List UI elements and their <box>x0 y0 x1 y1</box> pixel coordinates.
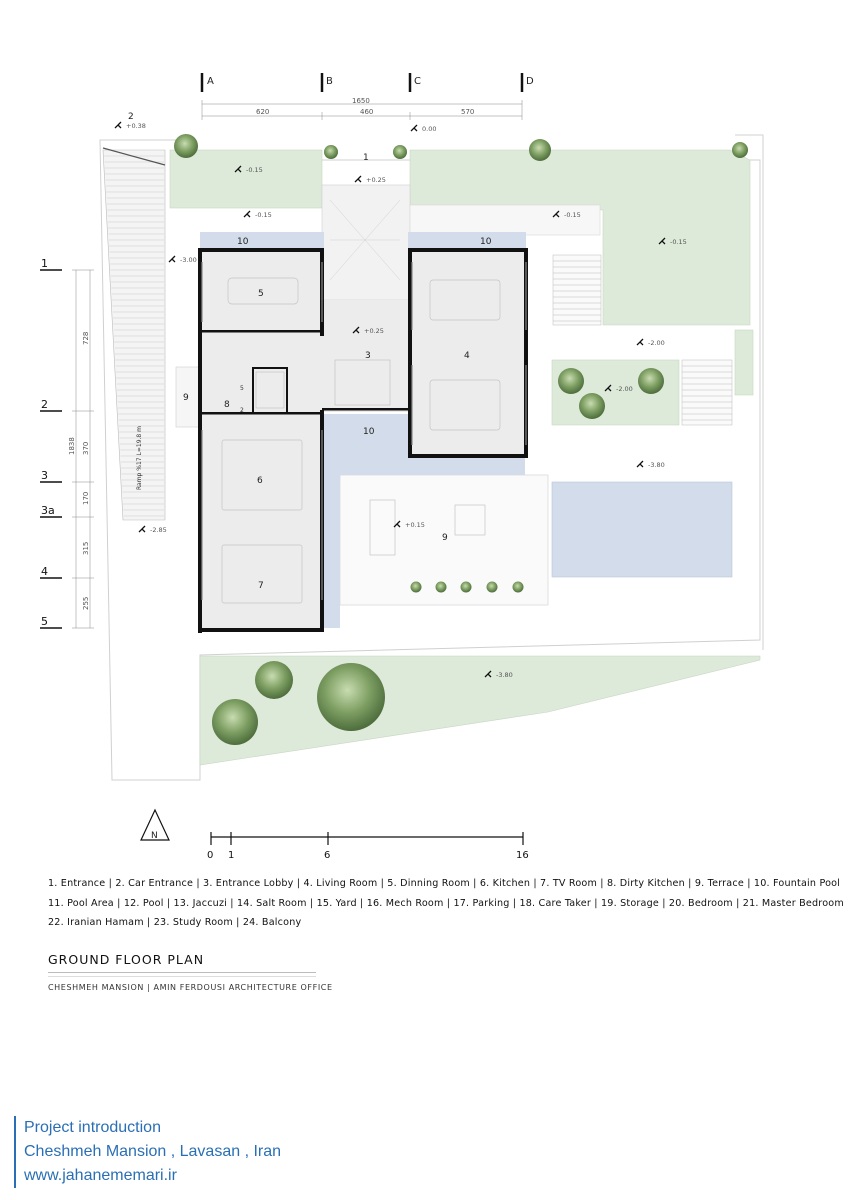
level-marker-icon <box>169 256 175 262</box>
terrace-east <box>410 205 600 235</box>
bay-dimension-bc: 460 <box>360 108 374 116</box>
level-car-ramp-top: +0.38 <box>126 122 146 130</box>
row-label-4: 4 <box>41 565 48 578</box>
level-terrace: +0.15 <box>405 521 425 529</box>
level-garden-west: -0.15 <box>246 166 263 174</box>
garden-northwest <box>170 150 322 208</box>
tree-icon <box>529 139 551 161</box>
level-entrance: 0.00 <box>422 125 437 133</box>
room-number-pool-center: 10 <box>363 427 375 437</box>
room-number-living: 4 <box>464 351 470 361</box>
room-number-pool-ne: 10 <box>480 237 492 247</box>
planter-shrub-icon <box>411 582 422 593</box>
vertical-dim-255: 255 <box>82 596 90 610</box>
level-pool-area: -3.80 <box>648 461 665 469</box>
level-marker-icon <box>139 526 145 532</box>
level-path-west: -0.15 <box>255 211 272 219</box>
row-label-1: 1 <box>41 257 48 270</box>
svg-text:N: N <box>151 831 158 841</box>
room-number-terrace: 9 <box>442 533 448 543</box>
footer-credits <box>14 1116 281 1188</box>
axis-label-a: A <box>207 76 214 87</box>
east-stairs <box>553 255 601 325</box>
tree-icon <box>324 145 338 159</box>
legend-line-3: 22. Iranian Hamam | 23. Study Room | 24. Balcony <box>48 917 302 928</box>
level-garden-east: -0.15 <box>670 238 687 246</box>
title-divider <box>48 972 316 973</box>
room-number-terrace-west: 9 <box>183 393 189 403</box>
axis-label-d: D <box>526 76 534 87</box>
service-floor <box>200 332 324 420</box>
row-label-3: 3 <box>41 469 48 482</box>
room-number-kitchen: 6 <box>257 476 263 486</box>
level-marker-icon <box>355 176 361 182</box>
level-south-garden: -3.80 <box>496 671 513 679</box>
axis-label-c: C <box>414 76 421 87</box>
row-label-5: 5 <box>41 615 48 628</box>
title-divider-secondary <box>48 976 316 977</box>
plan-subtitle: CHESHMEH MANSION | AMIN FERDOUSI ARCHITECTURE OFFICE <box>48 983 333 992</box>
level-marker-icon <box>411 125 417 131</box>
level-path-east: -0.15 <box>564 211 581 219</box>
level-marker-icon <box>637 461 643 467</box>
scale-tick-0: 0 <box>207 850 214 861</box>
level-marker-icon <box>637 339 643 345</box>
vertical-dim-170: 170 <box>82 491 90 505</box>
planter-shrub-icon <box>487 582 498 593</box>
room-number-small-5: 5 <box>240 385 244 392</box>
scale-tick-16: 16 <box>516 850 529 861</box>
scale-tick-6: 6 <box>324 850 331 861</box>
level-marker-icon <box>244 211 250 217</box>
planter-shrub-icon <box>513 582 524 593</box>
footer-website-link[interactable]: www.jahanememari.ir <box>24 1167 177 1184</box>
bay-dimension-cd: 570 <box>461 108 475 116</box>
legend-line-2: 11. Pool Area | 12. Pool | 13. Jaccuzi | 14. Salt Room | 15. Yard | 16. Mech Room | 17. Parking | 18. Care Taker | 19. Storage | 20. Bedroom | 21. Master Bedroom <box>48 897 844 909</box>
level-ramp-bottom: -3.00 <box>180 256 197 264</box>
swimming-pool <box>552 482 732 577</box>
row-label-2: 2 <box>41 398 48 411</box>
room-number-dirty-kitchen: 8 <box>224 400 230 410</box>
entrance-walkway <box>322 185 410 300</box>
room-number-pool-nw: 10 <box>237 237 249 247</box>
vertical-dim-728: 728 <box>82 331 90 345</box>
level-ramp-low: -2.85 <box>150 526 167 534</box>
level-entrance-step: +0.25 <box>366 176 386 184</box>
tree-icon <box>255 661 293 699</box>
legend-line-1: 1. Entrance | 2. Car Entrance | 3. Entrance Lobby | 4. Living Room | 5. Dinning Room | 6. Kitchen | 7. TV Room | 8. Dirty Kitchen | 9. Terrace | 10. Fountain Pool <box>48 878 841 889</box>
overall-dimension: 1650 <box>352 97 370 105</box>
scale-bar <box>211 832 523 845</box>
ramp-note: Ramp %17 L=19.8 m <box>136 426 143 490</box>
footer-project-location: Cheshmeh Mansion , Lavasan , Iran <box>24 1143 282 1160</box>
plan-title: GROUND FLOOR PLAN <box>48 952 205 967</box>
title-block <box>48 952 333 992</box>
scale-tick-1: 1 <box>228 850 235 861</box>
row-label-3a: 3a <box>41 504 55 517</box>
level-lobby: +0.25 <box>364 327 384 335</box>
kitchen-floor <box>200 415 324 630</box>
room-number-lobby: 3 <box>365 351 371 361</box>
tree-icon <box>732 142 748 158</box>
axis-label-b: B <box>326 76 333 87</box>
room-number-car-entrance: 2 <box>128 112 134 122</box>
tree-icon <box>558 368 584 394</box>
level-east-upper: -2.00 <box>648 339 665 347</box>
tree-icon <box>317 663 385 731</box>
tree-icon <box>212 699 258 745</box>
room-number-entrance: 1 <box>363 153 369 163</box>
garden-east-strip <box>735 330 753 395</box>
north-arrow-icon <box>141 810 169 841</box>
level-east-mid: -2.00 <box>616 385 633 393</box>
tree-icon <box>579 393 605 419</box>
planter-shrub-icon <box>461 582 472 593</box>
vertical-dim-total: 1838 <box>68 437 76 455</box>
room-number-tv: 7 <box>258 581 264 591</box>
car-ramp <box>103 148 165 520</box>
room-number-dining: 5 <box>258 289 264 299</box>
east-court-stairs <box>682 360 732 425</box>
planter-shrub-icon <box>436 582 447 593</box>
room-number-small-2: 2 <box>240 407 244 414</box>
vertical-dim-370: 370 <box>82 441 90 455</box>
tree-icon <box>638 368 664 394</box>
grid-axes <box>202 73 522 92</box>
vertical-dim-315: 315 <box>82 541 90 555</box>
level-marker-icon <box>115 122 121 128</box>
tree-icon <box>174 134 198 158</box>
bay-dimension-ab: 620 <box>256 108 270 116</box>
tree-icon <box>393 145 407 159</box>
footer-project-intro: Project introduction <box>24 1119 161 1136</box>
room-legend <box>48 874 844 933</box>
